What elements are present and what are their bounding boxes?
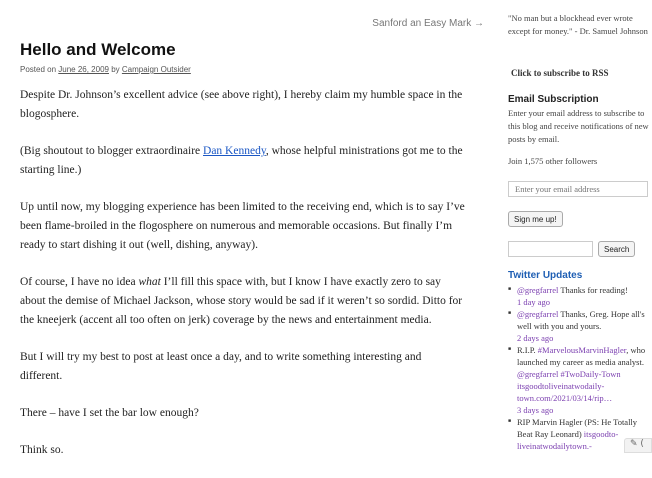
tweet-time-link[interactable]: 1 day ago (517, 297, 551, 307)
tweet-text: Thanks, Greg. Hope all's well with you and yours. (517, 309, 645, 331)
tweet-time-link[interactable]: 2 days ago (517, 333, 554, 343)
paragraph: There – have I set the bar low enough? (20, 407, 199, 419)
tweet-url-link[interactable]: itsgoodtoliveinatwodaily-town.com/2021/03/14/rip… (517, 381, 613, 403)
list-item (508, 344, 652, 416)
twitter-updates-heading: Twitter Updates (508, 270, 583, 281)
post-title: Hello and Welcome (20, 40, 176, 59)
paragraph (20, 273, 465, 330)
rss-subscribe-link[interactable]: Click to subscribe to RSS (511, 68, 609, 78)
paragraph: Despite Dr. Johnson’s excellent advice (see above right), I hereby claim my humble space in the blogosphere. (20, 89, 463, 120)
email-subscription-description: Enter your email address to subscribe to this blog and receive notifications of new posts by email. (508, 108, 649, 144)
tweet-text: R.I.P. (517, 345, 538, 355)
tweet-text: , who launched my career as media analyst. (517, 345, 646, 367)
paragraph: Up until now, my blogging experience has been limited to the receiving end, which is to say I’ve been flame-broiled in the flogosphere on numerous and memorable occasions. But finally I’m ready to start dishing it out (well, dishing, anyway). (20, 201, 465, 251)
author-link[interactable]: Campaign Outsider (121, 65, 191, 74)
list-item (508, 308, 652, 344)
next-post-link[interactable]: Sanford an Easy Mark → (372, 18, 484, 29)
twitter-handle-link[interactable]: @gregfarrel (517, 369, 559, 379)
twitter-handle-link[interactable]: @gregfarrel (517, 285, 559, 295)
post-meta (20, 65, 191, 74)
email-subscription-heading: Email Subscription (508, 94, 599, 105)
followers-count: Join 1,575 other followers (508, 156, 598, 166)
sign-up-button[interactable]: Sign me up! (508, 211, 563, 227)
email-field[interactable] (508, 181, 648, 197)
dan-kennedy-link[interactable]: Dan Kennedy (203, 145, 266, 157)
paragraph-text: I’ll fill this space with, but I know I have exactly zero to say about the demise of Michael Jackson, whose story would be sad if it weren’t so sordid. Ditto for the kneejerk (accent all too often on jerk) coverage by the news and entertainment media. (20, 276, 463, 326)
follow-widget-icon[interactable]: ✎ ( (624, 438, 652, 453)
paragraph-text: , whose helpful ministrations got me to the starting line.) (20, 145, 463, 176)
post-body (20, 86, 465, 478)
list-item (508, 284, 652, 308)
search-button[interactable]: Search (598, 241, 635, 257)
meta-prefix: Posted on (20, 65, 57, 74)
tweet-text: Thanks for reading! (558, 285, 628, 295)
tweet-url-link[interactable]: itsgoodto-liveinatwodailytown.- (517, 429, 619, 451)
hashtag-link[interactable]: #MarvelousMarvinHagler (537, 345, 627, 355)
tweet-text: RIP Marvin Hagler (PS: He Totally Beat Ray Leonard) (517, 417, 638, 439)
johnson-quote: "No man but a blockhead ever wrote except for money." - Dr. Samuel Johnson (508, 13, 648, 36)
hashtag-link[interactable]: #TwoDaily-Town (558, 369, 621, 379)
tweet-time-link[interactable]: 3 days ago (517, 405, 554, 415)
twitter-list (508, 284, 652, 452)
paragraph: But I will try my best to post at least once a day, and to write something interesting and different. (20, 351, 422, 382)
search-input[interactable] (508, 241, 593, 257)
post-date-link[interactable]: June 26, 2009 (58, 65, 109, 74)
twitter-handle-link[interactable]: @gregfarrel (517, 309, 559, 319)
paragraph (20, 142, 465, 180)
paragraph-text: (Big shoutout to blogger extraordinaire (20, 145, 204, 157)
emphasis: what (138, 276, 161, 288)
meta-by: by (111, 65, 120, 74)
paragraph: Think so. (20, 444, 64, 456)
paragraph-text: Of course, I have no idea (20, 276, 139, 288)
